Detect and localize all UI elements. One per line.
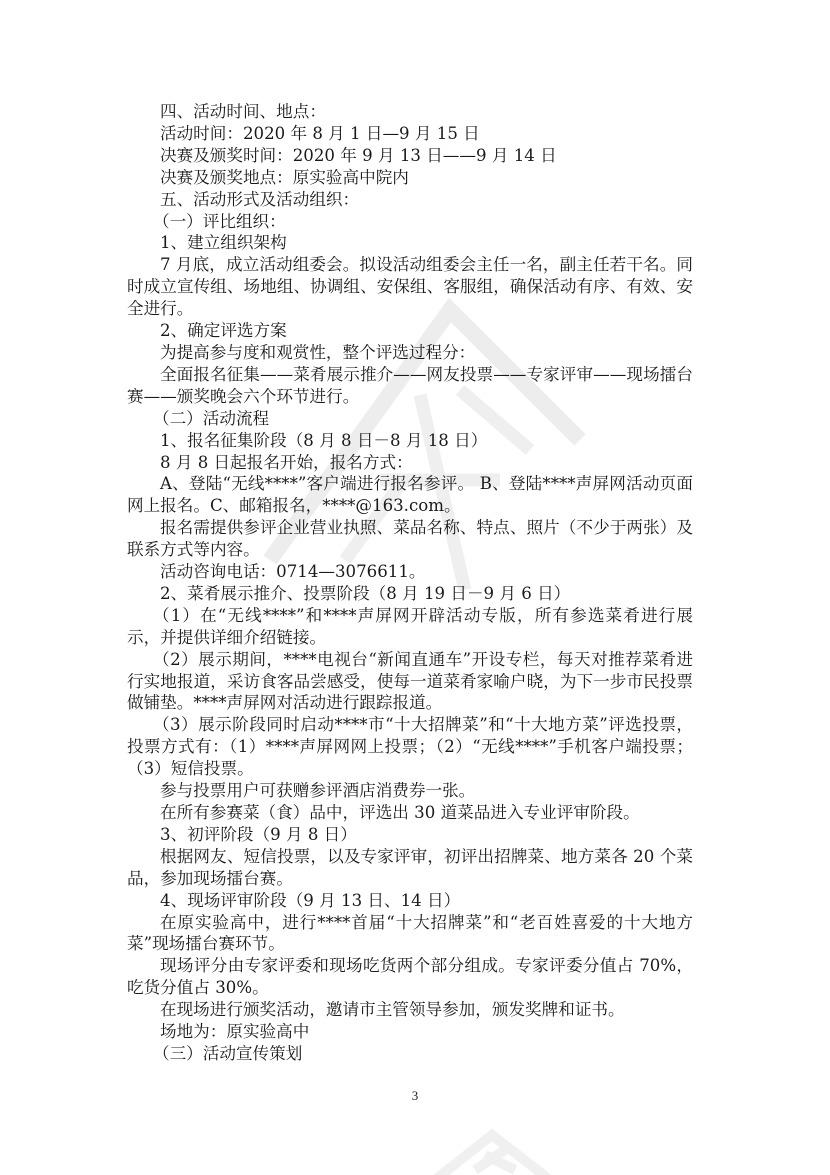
item-heading: 2、菜肴展示推介、投票阶段（8 月 19 日－9 月 6 日） [160, 583, 571, 603]
item-heading: 2、确定评选方案 [160, 321, 287, 341]
paragraph: （2）展示期间，****电视台“新闻直通车”开设专栏，每天对推荐菜肴进行实地报道，采访食客品尝感受，使每一道菜肴家喻户晓，为下一步市民投票做铺垫。****声屏网对活动进行跟踪报道。 [127, 649, 693, 713]
subsection-heading: （三）活动宣传策划 [153, 1043, 303, 1063]
paragraph: 场地为：原实验高中 [160, 1022, 310, 1042]
paragraph: 报名需提供参评企业营业执照、菜品名称、特点、照片（不少于两张）及联系方式等内容。 [127, 518, 693, 560]
paragraph: 现场评分由专家评委和现场吃货两个部分组成。专家评委分值占 70%，吃货分值占 30%。 [127, 956, 693, 998]
item-heading: 1、建立组织架构 [160, 233, 287, 253]
subsection-heading: （二）活动流程 [153, 408, 270, 428]
paragraph: 活动咨询电话：0714—3076611。 [160, 562, 426, 582]
paragraph: 8 月 8 日起报名开始，报名方式： [160, 452, 413, 472]
page-number: 3 [411, 1088, 419, 1103]
paragraph: 在现场进行颁奖活动，邀请市主管领导参加，颁发奖牌和证书。 [160, 1000, 625, 1020]
paragraph: 决赛及颁奖时间：2020 年 9 月 13 日——9 月 14 日 [160, 145, 557, 165]
watermark-logo-icon [430, 1115, 590, 1175]
document-body [127, 101, 693, 1065]
paragraph: 根据网友、短信投票，以及专家评审，初评出招牌菜、地方菜各 20 个菜品，参加现场擂台赛。 [127, 846, 693, 888]
paragraph: 为提高参与度和观赏性，整个评选过程分： [160, 342, 476, 362]
section-heading: 四、活动时间、地点： [160, 102, 326, 121]
section-heading: 五、活动形式及活动组织： [160, 189, 360, 209]
paragraph: （3）展示阶段同时启动****市“十大招牌菜”和“十大地方菜”评选投票，投票方式有：（1）****声屏网网上投票；（2）“无线****”手机客户端投票；（3）短信投票。 [127, 715, 693, 779]
item-heading: 4、现场评审阶段（9 月 13 日、14 日） [160, 890, 461, 910]
paragraph: 7 月底，成立活动组委会。拟设活动组委会主任一名，副主任若干名。同时成立宣传组、场地组、协调组、安保组、客服组，确保活动有序、有效、安全进行。 [127, 255, 693, 319]
item-heading: 1、报名征集阶段（8 月 8 日－8 月 18 日） [160, 430, 488, 450]
subsection-heading: （一）评比组织： [153, 211, 286, 231]
paragraph: 全面报名征集——菜肴展示推介——网友投票——专家评审——现场擂台赛——颁奖晚会六个环节进行。 [127, 364, 693, 406]
paragraph: 决赛及颁奖地点：原实验高中院内 [160, 167, 409, 187]
paragraph: 活动时间：2020 年 8 月 1 日—9 月 15 日 [160, 123, 480, 143]
paragraph: 在原实验高中，进行****首届“十大招牌菜”和“老百姓喜爱的十大地方菜”现场擂台赛环节。 [127, 912, 693, 954]
paragraph: 参与投票用户可获赠参评酒店消费券一张。 [160, 781, 476, 801]
item-heading: 3、初评阶段（9 月 8 日） [160, 824, 357, 844]
paragraph: A、登陆“无线****”客户端进行报名参评。 B、登陆****声屏网活动页面网上报名。C、邮箱报名，****@163.com。 [127, 474, 693, 516]
paragraph: （1）在“无线****”和****声屏网开辟活动专版，所有参选菜肴进行展示，并提供详细介绍链接。 [127, 605, 693, 647]
paragraph: 在所有参赛菜（食）品中，评选出 30 道菜品进入专业评审阶段。 [160, 803, 640, 822]
